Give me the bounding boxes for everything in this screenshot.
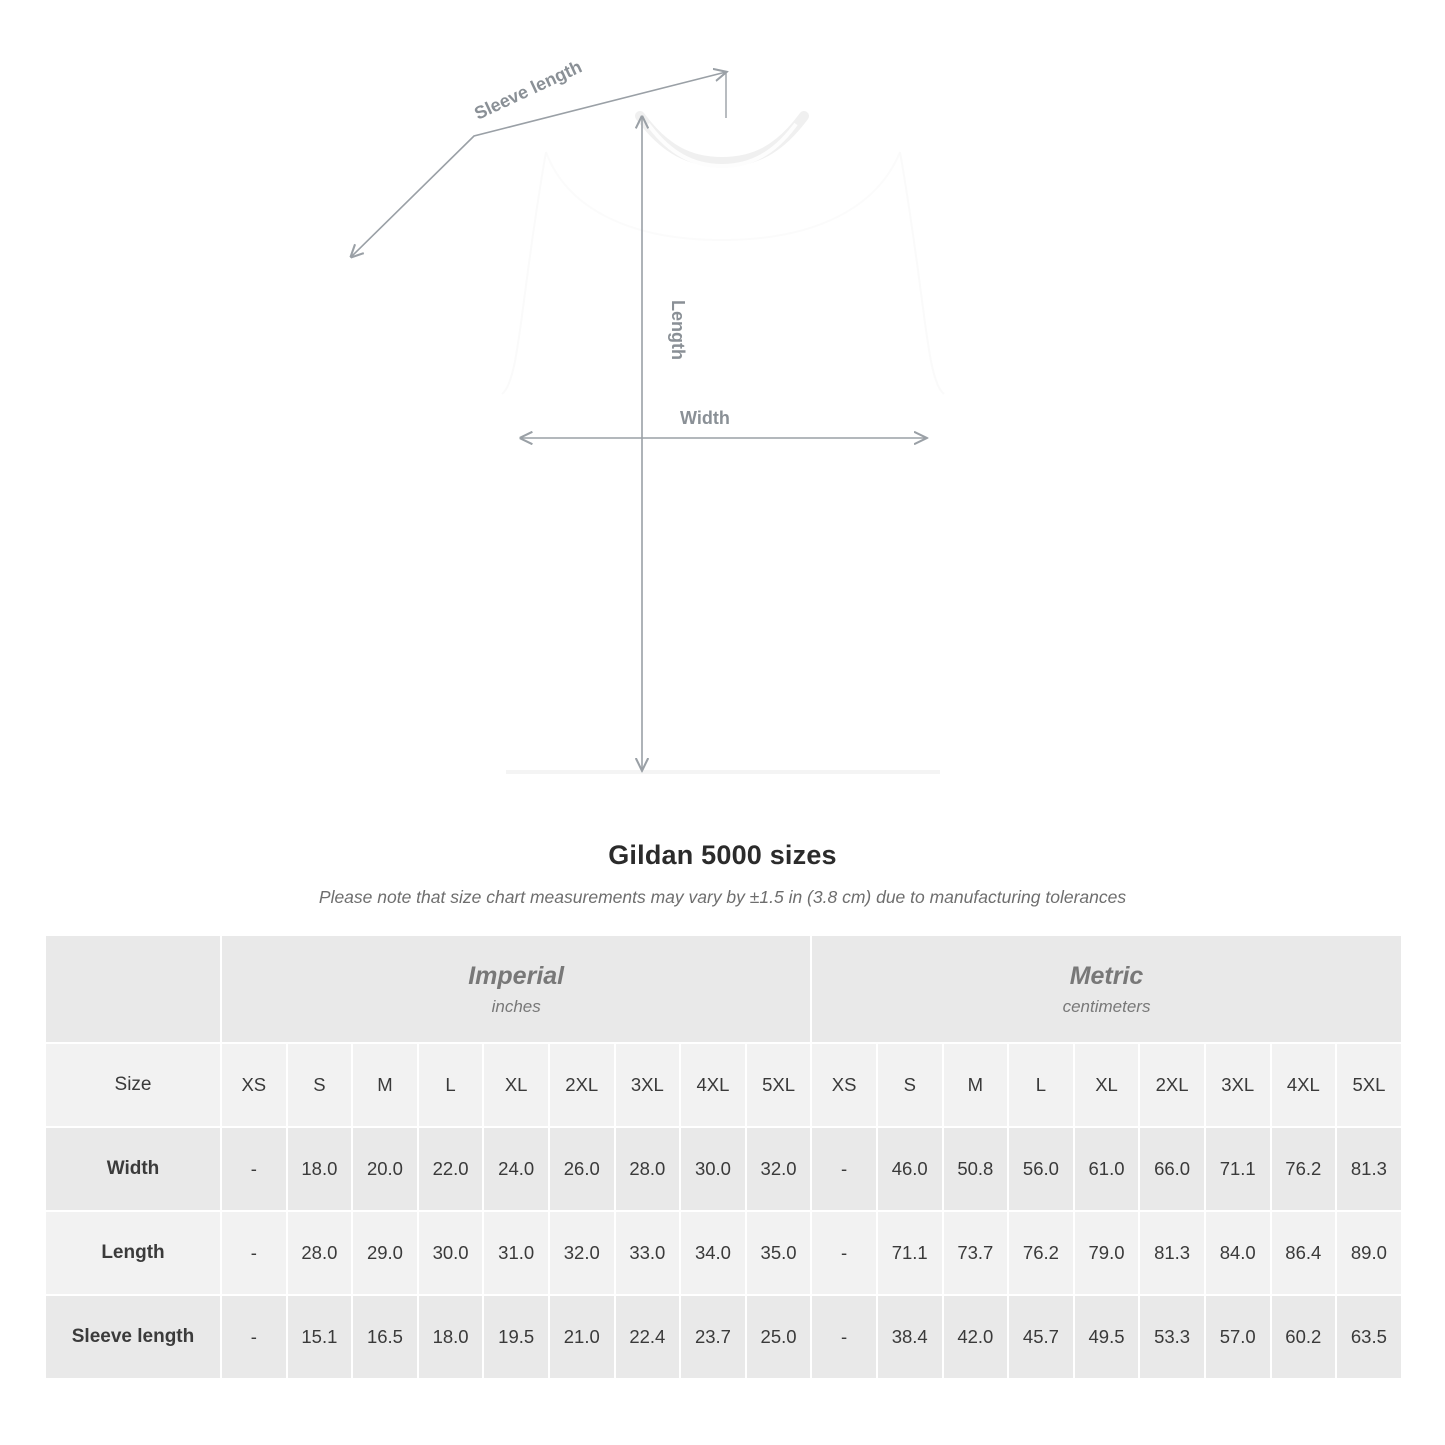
cell-width-imperial-5xl: 32.0 (746, 1127, 812, 1211)
cell-sleeve-metric-s: 38.4 (877, 1295, 943, 1379)
unit-corner-cell (45, 935, 221, 1043)
header-metric-l: L (1008, 1043, 1074, 1127)
cell-width-imperial-xs: - (221, 1127, 287, 1211)
cell-sleeve-imperial-l: 18.0 (418, 1295, 484, 1379)
cell-width-metric-xs: - (811, 1127, 877, 1211)
cell-length-imperial-2xl: 32.0 (549, 1211, 615, 1295)
header-imperial-m: M (352, 1043, 418, 1127)
unit-group-metric (811, 935, 1401, 1043)
cell-sleeve-metric-xl: 49.5 (1074, 1295, 1140, 1379)
table-row (45, 1295, 1402, 1379)
cell-sleeve-imperial-4xl: 23.7 (680, 1295, 746, 1379)
cell-sleeve-imperial-2xl: 21.0 (549, 1295, 615, 1379)
cell-width-metric-xl: 61.0 (1074, 1127, 1140, 1211)
header-metric-5xl: 5XL (1336, 1043, 1402, 1127)
size-column-header: Size (45, 1043, 221, 1127)
cell-width-metric-2xl: 66.0 (1139, 1127, 1205, 1211)
unit-group-imperial (221, 935, 811, 1043)
cell-width-imperial-l: 22.0 (418, 1127, 484, 1211)
header-imperial-2xl: 2XL (549, 1043, 615, 1127)
cell-width-imperial-xl: 24.0 (483, 1127, 549, 1211)
cell-length-imperial-s: 28.0 (287, 1211, 353, 1295)
sleeve-length-label: Sleeve length (471, 56, 585, 124)
header-imperial-xl: XL (483, 1043, 549, 1127)
row-label-width: Width (45, 1127, 221, 1211)
header-metric-xs: XS (811, 1043, 877, 1127)
cell-width-metric-s: 46.0 (877, 1127, 943, 1211)
cell-length-metric-2xl: 81.3 (1139, 1211, 1205, 1295)
cell-width-metric-4xl: 76.2 (1271, 1127, 1337, 1211)
size-header-row (45, 1043, 1402, 1127)
cell-length-imperial-m: 29.0 (352, 1211, 418, 1295)
cell-sleeve-metric-2xl: 53.3 (1139, 1295, 1205, 1379)
cell-width-imperial-s: 18.0 (287, 1127, 353, 1211)
cell-sleeve-metric-m: 42.0 (943, 1295, 1009, 1379)
cell-width-imperial-2xl: 26.0 (549, 1127, 615, 1211)
cell-sleeve-metric-xs: - (811, 1295, 877, 1379)
cell-sleeve-imperial-xs: - (221, 1295, 287, 1379)
size-table-wrapper (44, 934, 1401, 1380)
cell-length-metric-s: 71.1 (877, 1211, 943, 1295)
cell-length-imperial-l: 30.0 (418, 1211, 484, 1295)
cell-width-imperial-3xl: 28.0 (615, 1127, 681, 1211)
cell-width-metric-m: 50.8 (943, 1127, 1009, 1211)
cell-sleeve-imperial-s: 15.1 (287, 1295, 353, 1379)
cell-length-imperial-xs: - (221, 1211, 287, 1295)
header-imperial-s: S (287, 1043, 353, 1127)
cell-width-metric-5xl: 81.3 (1336, 1127, 1402, 1211)
header-metric-4xl: 4XL (1271, 1043, 1337, 1127)
cell-length-metric-xs: - (811, 1211, 877, 1295)
row-label-length: Length (45, 1211, 221, 1295)
tolerance-note: Please note that size chart measurements may vary by ±1.5 in (3.8 cm) due to manufacturing tolerances (318, 887, 1127, 907)
cell-sleeve-metric-4xl: 60.2 (1271, 1295, 1337, 1379)
unit-group-imperial-sub: inches (491, 996, 541, 1016)
cell-length-imperial-5xl: 35.0 (746, 1211, 812, 1295)
header-metric-s: S (877, 1043, 943, 1127)
cell-length-metric-4xl: 86.4 (1271, 1211, 1337, 1295)
cell-width-imperial-m: 20.0 (352, 1127, 418, 1211)
unit-header-row (45, 935, 1402, 1043)
header-imperial-xs: XS (221, 1043, 287, 1127)
unit-group-metric-name: Metric (1069, 962, 1144, 991)
header-metric-m: M (943, 1043, 1009, 1127)
cell-width-metric-l: 56.0 (1008, 1127, 1074, 1211)
cell-sleeve-imperial-m: 16.5 (352, 1295, 418, 1379)
cell-sleeve-metric-3xl: 57.0 (1205, 1295, 1271, 1379)
cell-width-metric-3xl: 71.1 (1205, 1127, 1271, 1211)
header-imperial-l: L (418, 1043, 484, 1127)
size-table (44, 934, 1403, 1380)
tshirt-shape (368, 99, 1079, 784)
title-block (0, 840, 1445, 908)
header-imperial-4xl: 4XL (680, 1043, 746, 1127)
cell-length-metric-l: 76.2 (1008, 1211, 1074, 1295)
cell-length-metric-5xl: 89.0 (1336, 1211, 1402, 1295)
cell-sleeve-imperial-5xl: 25.0 (746, 1295, 812, 1379)
cell-sleeve-metric-l: 45.7 (1008, 1295, 1074, 1379)
header-metric-3xl: 3XL (1205, 1043, 1271, 1127)
width-label: Width (680, 408, 730, 428)
row-label-sleeve-length: Sleeve length (45, 1295, 221, 1379)
cell-length-imperial-xl: 31.0 (483, 1211, 549, 1295)
cell-length-metric-3xl: 84.0 (1205, 1211, 1271, 1295)
cell-length-metric-xl: 79.0 (1074, 1211, 1140, 1295)
header-imperial-3xl: 3XL (615, 1043, 681, 1127)
length-label: Length (668, 300, 688, 360)
header-metric-2xl: 2XL (1139, 1043, 1205, 1127)
chart-title: Gildan 5000 sizes (608, 840, 837, 870)
cell-length-imperial-4xl: 34.0 (680, 1211, 746, 1295)
table-row (45, 1127, 1402, 1211)
cell-length-metric-m: 73.7 (943, 1211, 1009, 1295)
cell-sleeve-imperial-xl: 19.5 (483, 1295, 549, 1379)
cell-length-imperial-3xl: 33.0 (615, 1211, 681, 1295)
cell-sleeve-metric-5xl: 63.5 (1336, 1295, 1402, 1379)
cell-width-imperial-4xl: 30.0 (680, 1127, 746, 1211)
header-metric-xl: XL (1074, 1043, 1140, 1127)
header-imperial-5xl: 5XL (746, 1043, 812, 1127)
unit-group-metric-sub: centimeters (1062, 996, 1151, 1016)
table-row (45, 1211, 1402, 1295)
unit-group-imperial-name: Imperial (468, 962, 565, 991)
cell-sleeve-imperial-3xl: 22.4 (615, 1295, 681, 1379)
